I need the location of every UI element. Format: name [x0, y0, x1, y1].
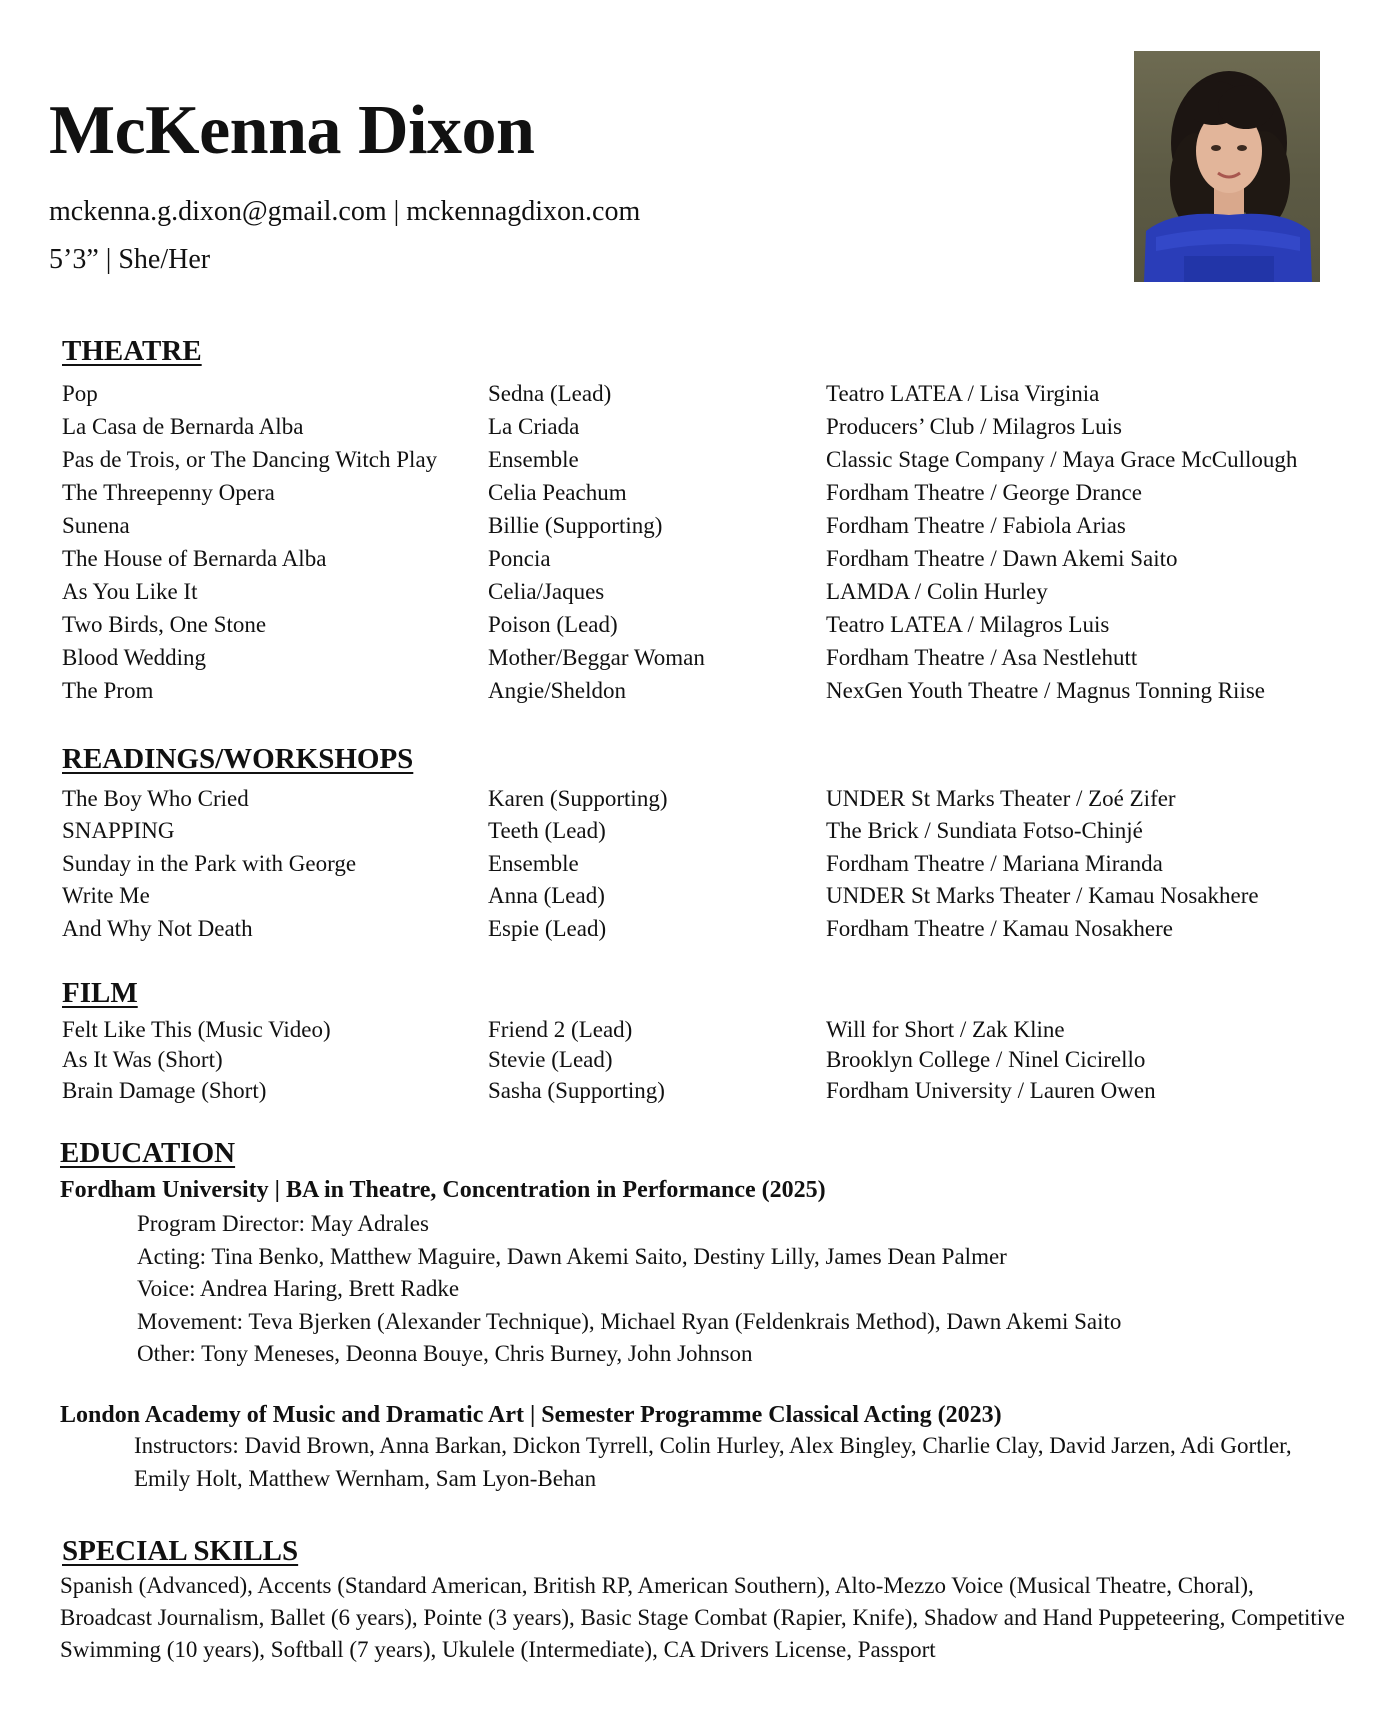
skills-text: Spanish (Advanced), Accents (Standard American, British RP, American Southern), Alto-Mezzo Voice (Musical Theatre, Choral), Broadcast Journalism, Ballet (6 years), Pointe (3 years), Basic Stage Combat (Rapier, Knife), Shadow and Hand Puppeteering, Competitive Swimming (10 years), Softball (7 years), Ukulele (Intermediate), CA Drivers License, Passport: [60, 1573, 1345, 1662]
credit-company: Fordham University / Lauren Owen: [826, 1078, 1156, 1103]
education-detail-line: Voice: Andrea Haring, Brett Radke: [137, 1276, 460, 1301]
credit-company: Will for Short / Zak Kline: [826, 1017, 1065, 1042]
credit-row: [62, 913, 1332, 945]
credit-company: Teatro LATEA / Lisa Virginia: [826, 381, 1100, 406]
credit-row: [62, 477, 1332, 509]
credit-title: As It Was (Short): [62, 1047, 223, 1072]
section-title-education: EDUCATION: [60, 1137, 236, 1169]
credit-title: Pas de Trois, or The Dancing Witch Play: [62, 447, 438, 472]
credit-title: La Casa de Bernarda Alba: [62, 414, 304, 439]
personal-details: 5’3” | She/Her: [49, 244, 211, 275]
credit-role: Sedna (Lead): [488, 381, 612, 406]
credit-company: NexGen Youth Theatre / Magnus Tonning Riise: [826, 678, 1265, 703]
section-title-readings: READINGS/WORKSHOPS: [62, 743, 414, 775]
credit-role: Friend 2 (Lead): [488, 1017, 633, 1042]
credit-company: UNDER St Marks Theater / Zoé Zifer: [826, 786, 1176, 811]
headshot-photo: [1134, 51, 1320, 282]
credit-row: [62, 815, 1332, 847]
credit-row: [62, 848, 1332, 880]
credit-title: Write Me: [62, 883, 150, 908]
credit-row: [62, 1075, 1332, 1107]
credit-title: The Threepenny Opera: [62, 480, 275, 505]
credit-row: [62, 543, 1332, 575]
credit-title: Blood Wedding: [62, 645, 207, 670]
credit-company: Fordham Theatre / Mariana Miranda: [826, 851, 1163, 876]
credit-title: Pop: [62, 381, 98, 406]
credit-row: [62, 1014, 1332, 1046]
credit-role: Poison (Lead): [488, 612, 618, 637]
credit-row: [62, 1044, 1332, 1076]
contact-info: mckenna.g.dixon@gmail.com | mckennagdixon.com: [49, 196, 641, 227]
credit-company: UNDER St Marks Theater / Kamau Nosakhere: [826, 883, 1259, 908]
headshot-illustration: [1134, 51, 1320, 282]
credit-role: Anna (Lead): [488, 883, 605, 908]
credit-title: The Boy Who Cried: [62, 786, 249, 811]
credit-title: Sunday in the Park with George: [62, 851, 357, 876]
credit-company: Classic Stage Company / Maya Grace McCullough: [826, 447, 1298, 472]
credit-row: [62, 880, 1332, 912]
credit-row: [62, 642, 1332, 674]
credit-row: [62, 510, 1332, 542]
education-lamda-instructors: Instructors: David Brown, Anna Barkan, Dickon Tyrrell, Colin Hurley, Alex Bingley, Charlie Clay, David Jarzen, Adi Gortler, Emily Holt, Matthew Wernham, Sam Lyon-Behan: [134, 1433, 1292, 1491]
credit-row: [62, 675, 1332, 707]
name-heading: McKenna Dixon: [49, 92, 535, 169]
credit-role: Sasha (Supporting): [488, 1078, 665, 1103]
credit-title: Sunena: [62, 513, 130, 538]
credit-role: Karen (Supporting): [488, 786, 668, 811]
credit-company: Producers’ Club / Milagros Luis: [826, 414, 1122, 439]
credit-role: Stevie (Lead): [488, 1047, 613, 1072]
credit-title: Two Birds, One Stone: [62, 612, 267, 637]
credit-company: Fordham Theatre / George Drance: [826, 480, 1142, 505]
credit-company: Fordham Theatre / Asa Nestlehutt: [826, 645, 1138, 670]
credit-role: Teeth (Lead): [488, 818, 606, 843]
credit-role: La Criada: [488, 414, 580, 439]
credit-role: Celia/Jaques: [488, 579, 605, 604]
credit-row: [62, 783, 1332, 815]
education-detail-line: Movement: Teva Bjerken (Alexander Technique), Michael Ryan (Feldenkrais Method), Dawn Akemi Saito: [137, 1309, 1122, 1334]
credit-role: Celia Peachum: [488, 480, 627, 505]
education-lamda-heading: London Academy of Music and Dramatic Art | Semester Programme Classical Acting (2023): [60, 1402, 1002, 1428]
education-detail-line: Program Director: May Adrales: [137, 1211, 429, 1236]
credit-company: The Brick / Sundiata Fotso-Chinjé: [826, 818, 1143, 843]
credit-title: Felt Like This (Music Video): [62, 1017, 331, 1042]
section-title-theatre: THEATRE: [62, 335, 202, 367]
credit-title: Brain Damage (Short): [62, 1078, 267, 1103]
education-detail-line: Acting: Tina Benko, Matthew Maguire, Dawn Akemi Saito, Destiny Lilly, James Dean Palmer: [137, 1244, 1007, 1269]
credit-title: The Prom: [62, 678, 154, 703]
credit-role: Billie (Supporting): [488, 513, 663, 538]
credit-company: Teatro LATEA / Milagros Luis: [826, 612, 1110, 637]
credit-row: [62, 444, 1332, 476]
credit-role: Poncia: [488, 546, 551, 571]
credit-role: Mother/Beggar Woman: [488, 645, 705, 670]
credit-title: And Why Not Death: [62, 916, 253, 941]
credit-role: Espie (Lead): [488, 916, 607, 941]
credit-title: As You Like It: [62, 579, 198, 604]
education-detail-line: Other: Tony Meneses, Deonna Bouye, Chris Burney, John Johnson: [137, 1341, 753, 1366]
credit-row: [62, 378, 1332, 410]
credit-company: Brooklyn College / Ninel Cicirello: [826, 1047, 1146, 1072]
credit-role: Ensemble: [488, 851, 579, 876]
credit-company: LAMDA / Colin Hurley: [826, 579, 1048, 604]
credit-row: [62, 576, 1332, 608]
credit-company: Fordham Theatre / Kamau Nosakhere: [826, 916, 1174, 941]
credit-role: Ensemble: [488, 447, 579, 472]
credit-company: Fordham Theatre / Fabiola Arias: [826, 513, 1126, 538]
section-title-film: FILM: [62, 977, 138, 1009]
section-title-skills: SPECIAL SKILLS: [62, 1535, 299, 1567]
credit-row: [62, 609, 1332, 641]
credit-role: Angie/Sheldon: [488, 678, 626, 703]
credit-title: SNAPPING: [62, 818, 175, 843]
credit-row: [62, 411, 1332, 443]
credit-title: The House of Bernarda Alba: [62, 546, 327, 571]
credit-company: Fordham Theatre / Dawn Akemi Saito: [826, 546, 1178, 571]
education-fordham-heading: Fordham University | BA in Theatre, Concentration in Performance (2025): [60, 1177, 826, 1203]
